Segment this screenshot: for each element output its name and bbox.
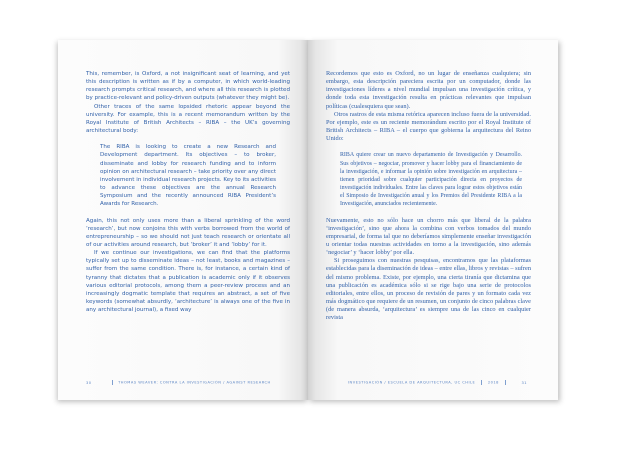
paragraph: Nuevamente, esto no sólo hace un chorro más que liberal de la palabra ‘investigación’, sino que ahora la combina con verbos tomados del mundo empresarial, de forma tal que no deberíamos simplemente enseñar investigación u orientar todas nuestras actividades en torno a la investigación, sino además ‘negociar’ y ‘hacer lobby’ por ella. bbox=[326, 216, 531, 257]
right-page bbox=[308, 40, 558, 400]
block-quote: The RIBA is looking to create a new Research and Development department. Its objectives – to broker, disseminate and lobby for research funding and to inform opinion on architectural research – take priority over any direct involvement in individual research projects. Key to its activities to advance these objectives are the annual Research Symposium and the recently announced RIBA President’s Awards for Research. bbox=[100, 144, 276, 208]
open-book bbox=[58, 40, 558, 400]
running-head: THOMAS WEAVER: CONTRA LA INVESTIGACIÓN / AGAINST RESEARCH bbox=[118, 380, 271, 385]
footer-divider bbox=[112, 380, 113, 385]
left-page bbox=[58, 40, 308, 400]
page-number: 31 bbox=[521, 380, 528, 385]
right-text-column bbox=[326, 70, 531, 323]
left-footer bbox=[86, 380, 271, 385]
page-number: 30 bbox=[86, 380, 92, 385]
right-footer bbox=[348, 380, 527, 385]
paragraph: If we continue our investigations, we can find that the platforms typically set up to disseminate ideas – not least, books and magazines – suffer from the same condition. There is, for instance, a certain kind of tyranny that dictates that a publication is academic only if it observes various editorial protocols, among them a peer-review process and an increasingly dogmatic template that requires an abstract, a set of five keywords (somewhat absurdly, ‘architecture’ is always one of the five in any architectural journal), a fixed way bbox=[86, 250, 290, 314]
paragraph: Recordemos que esto es Oxford, no un lugar de enseñanza cualquiera; sin embargo, esta descripción pareciera escrita por un computador, donde las investigaciones líderes a nivel mundial impulsan una investigación crítica, y donde toda esta investigación resulta en prácticas relevantes que impulsan políticas (cualesquiera que sean). bbox=[326, 70, 531, 110]
running-head: INVESTIGACIÓN / ESCUELA DE ARQUITECTURA, UC CHILE bbox=[348, 380, 476, 385]
block-quote: RIBA quiere crear un nuevo departamento de Investigación y Desarrollo. Sus objetivos – negociar, promover y hacer lobby para el financiamiento de la investigación, e informar la opinión sobre investigación en arquitectura – tienen prioridad sobre cualquier participación directa en proyectos de investigación individuales. Entre las claves para lograr estos objetivos están el Simposio de Investigación anual y los Premios del Presidente RIBA a la Investigación, anunciados recientemente. bbox=[340, 152, 522, 208]
paragraph: Again, this not only uses more than a liberal sprinkling of the word ‘research’, but now conjoins this with verbs borrowed from the world of entrepreneurship – so we should not just teach research or orientate all of our activities around research, but ‘broker’ it and ‘lobby’ for it. bbox=[86, 217, 290, 248]
paragraph: Otros rastros de esta misma retórica aparecen incluso fuera de la universidad. Por ejemplo, este es un reciente memorándum escrito por el Royal Institute of British Architects – RIBA – el cuerpo que gobierna la arquitectura del Reino Unido: bbox=[326, 110, 531, 143]
paragraph: This, remember, is Oxford, a not insignificant seat of learning, and yet this description is written as if by a computer, in which world-leading research prompts critical research, and where all this research is plotted by practice-relevant and policy-driven outputs (whatever they might be). bbox=[86, 71, 290, 102]
footer-year: 2018 bbox=[487, 380, 499, 385]
paragraph: Other traces of the same lopsided rhetoric appear beyond the university. For example, this is a recent memorandum written by the Royal Institute of British Architects – RIBA – the UK’s governing architectural body: bbox=[86, 103, 290, 135]
footer-divider bbox=[505, 380, 506, 385]
footer-divider bbox=[481, 380, 482, 385]
left-text-column bbox=[86, 70, 290, 314]
paragraph: Si proseguimos con nuestras pesquisas, encontramos que las plataformas establecidas para la diseminación de ideas – entre ellas, libros y revistas – sufren del mismo problema. Existe, por ejemplo, una cierta tiranía que dictamina que una publicación es académica sólo si se rige bajo una serie de protocolos editoriales, entre ellos, un proceso de revisión de pares y un formato cada vez más dogmático que requiere de un resumen, un conjunto de cinco palabras clave (de manera absurda, ‘arquitectura’ es siempre una de las cinco en cualquier revista bbox=[326, 257, 531, 322]
